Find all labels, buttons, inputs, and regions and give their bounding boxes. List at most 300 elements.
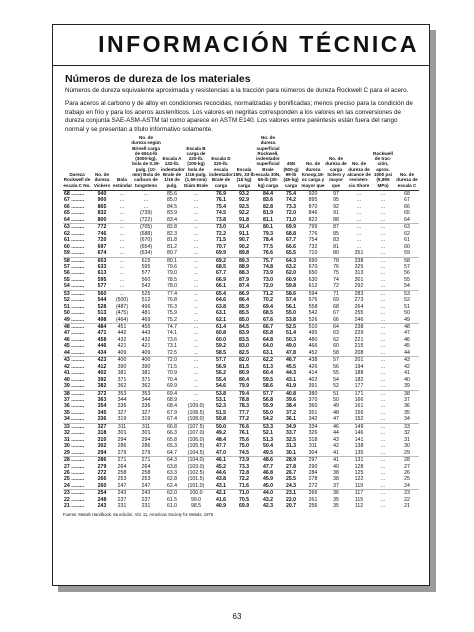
table-cell: 40 <box>404 376 410 383</box>
table-cell: 43 <box>404 357 410 364</box>
table-cell: 409 <box>131 350 161 357</box>
table-cell: 72 <box>325 283 347 290</box>
table-cell: 31 <box>404 436 410 443</box>
table-cell: 49 ......... <box>63 317 91 324</box>
table-cell: 400 <box>117 357 127 364</box>
table-cell: ... <box>193 230 199 237</box>
table-cell: 237 <box>117 496 127 503</box>
table-cell: 80.1 <box>166 257 178 264</box>
table-cell: 69.9 <box>238 503 250 510</box>
table-cell: 82.5 <box>233 350 255 357</box>
table-cell: 149 <box>354 423 364 430</box>
table-row <box>63 324 419 331</box>
table-cell: 452 <box>301 350 325 357</box>
intro-paragraph: Números de dureza equivalente aproximada y resistencias a la tracción para números de dureza Rockwell C para el acero. <box>65 87 409 94</box>
table-cell: 271 <box>141 457 151 464</box>
page-number: 63 <box>232 612 242 621</box>
table-cell: 188 <box>354 370 364 377</box>
table-cell: ... <box>371 217 395 224</box>
table-cell: 381 <box>117 370 127 377</box>
table-cell: 52.3 <box>215 403 227 410</box>
table-cell: 27 ......... <box>64 463 85 470</box>
table-cell: 75 <box>333 270 339 277</box>
table-cell: ... <box>356 210 362 217</box>
table-cell: 62.4 <box>161 483 183 490</box>
table-row <box>63 290 419 297</box>
table-cell: 74.5 <box>233 450 255 457</box>
table-cell: 64.3 <box>285 257 297 264</box>
table-row <box>63 483 419 490</box>
table-cell: 558 <box>308 303 318 310</box>
table-cell: 84.5 <box>238 324 250 331</box>
column-header: Bola estándar <box>113 135 131 190</box>
table-cell: 57 <box>404 263 410 270</box>
table-cell: 319 <box>113 416 131 423</box>
table-cell: 62.0 <box>285 270 297 277</box>
table-row <box>63 503 419 509</box>
table-cell: 45.2 <box>215 463 227 470</box>
table-cell: 92 <box>333 203 339 210</box>
table-cell: 146 <box>354 430 364 437</box>
table-cell: (464) <box>113 317 131 324</box>
table-cell: 67.7 <box>285 237 297 244</box>
table-cell: 61.3 <box>262 363 274 370</box>
table-row <box>63 457 419 464</box>
table-cell: 79.9 <box>233 383 255 390</box>
table-cell: 72.2 <box>215 230 227 237</box>
table-cell: 63.1 <box>255 350 281 357</box>
table-cell: 70.7 <box>215 243 227 250</box>
table-cell: 49.0 <box>285 343 297 350</box>
table-cell: (108.0) <box>183 416 209 423</box>
table-cell: ... <box>347 217 371 224</box>
notes-paragraph: Para aceros al carbono y de alloy en condiciones recocidas, normalizadas y bonificadas; menos preciso para la condición de trabajo en frío y para los aceros austeníticos. Los valores en negritas corresponden a los valores en las conversiones de dureza conjunta SAE-ASM-ASTM tal como aparece en ASTM E140. Los valores entre paréntesis están fuera del rango normal y se presentan a título informativo solamente. <box>65 100 413 133</box>
table-cell: 77.2 <box>233 416 255 423</box>
table-cell: 65 <box>404 210 410 217</box>
table-cell: 78.3 <box>238 403 250 410</box>
table-cell: 23.1 <box>285 490 297 497</box>
column-header: No. de dureza según Brinell carga de 6614-lb (3000-kg), bola de 0.39-pulg. (10-mm) Bola de carburo de tungsteno <box>131 135 161 190</box>
table-cell: 76.1 <box>215 197 227 204</box>
table-cell: 24 ......... <box>63 483 91 490</box>
table-cell: 301 <box>141 430 151 437</box>
table-cell: 67 ......... <box>64 197 85 204</box>
table-cell: ... <box>380 403 386 410</box>
table-cell: 80.7 <box>161 250 183 257</box>
table-cell: 39 ......... <box>63 383 91 390</box>
table-cell: 70.2 <box>262 297 274 304</box>
table-cell: ... <box>113 250 131 257</box>
table-cell: 40.9 <box>215 503 227 510</box>
table-cell: 469 <box>131 317 161 324</box>
table-cell: 38 <box>333 476 339 483</box>
table-cell: ... <box>380 343 386 350</box>
table-cell: 336 <box>117 403 127 410</box>
table-cell: 51.4 <box>285 330 297 337</box>
hardness-table <box>63 135 419 510</box>
table-cell: 344 <box>141 397 151 404</box>
table-cell: ... <box>119 197 125 204</box>
table-cell: 75.4 <box>215 203 227 210</box>
table-cell: 81.1 <box>255 217 281 224</box>
table-cell: 800 <box>91 217 113 224</box>
table-cell: 526 <box>301 317 325 324</box>
table-cell: 382 <box>91 383 113 390</box>
table-cell: 50.3 <box>285 336 297 343</box>
table-cell: 69.4 <box>166 390 178 397</box>
table-cell: ... <box>380 290 386 297</box>
table-cell: 327 <box>117 409 127 416</box>
table-cell: 59.5 <box>262 376 274 383</box>
table-cell: 74.8 <box>262 263 274 270</box>
table-cell: 62 <box>333 336 339 343</box>
table-cell: 53.8 <box>215 390 227 397</box>
table-cell: ... <box>380 463 386 470</box>
table-cell: 28.9 <box>285 457 297 464</box>
table-cell: 615 <box>141 257 151 264</box>
table-cell: 74.1 <box>166 330 178 337</box>
table-cell: ... <box>380 409 386 416</box>
table-cell: 43 ......... <box>64 357 85 364</box>
table-cell: ... <box>380 476 386 483</box>
table-cell: 68.9 <box>166 397 178 404</box>
column-header: No. de dureza de escala C <box>395 135 419 190</box>
column-header: Escala B carga de 220-lb. (100-kg) bola de 1/16-pulg. (1,59-mm) Diám Brale <box>183 135 209 190</box>
table-cell: 78.5 <box>166 276 178 283</box>
table-cell: ... <box>143 190 149 197</box>
table-cell: 544 <box>97 297 107 304</box>
table-cell: 128 <box>354 463 364 470</box>
table-cell: 272 <box>97 470 107 476</box>
table-cell: 131 <box>354 457 364 464</box>
table-cell: 327 <box>97 423 107 430</box>
table-cell: (106.0) <box>187 436 205 443</box>
table-cell: 85.6 <box>166 190 178 197</box>
table-cell: 51.3 <box>262 436 274 443</box>
table-cell: 60.9 <box>285 276 297 283</box>
table-cell: 52.5 <box>285 324 297 331</box>
table-cell: 46 ......... <box>64 336 85 343</box>
table-cell: ... <box>193 243 199 250</box>
table-cell: 22 ......... <box>64 496 85 503</box>
table-cell: 66.8 <box>166 423 178 430</box>
table-cell: 370 <box>308 397 318 404</box>
table-cell: 442 <box>117 330 127 337</box>
table-cell: 82.3 <box>166 230 178 237</box>
table-cell: 30.1 <box>281 450 301 457</box>
table-cell: 79.3 <box>262 230 274 237</box>
table-cell: 26 <box>404 470 410 476</box>
table-cell: 54.2 <box>255 416 281 423</box>
table-cell: 35 <box>333 503 339 510</box>
column-header: Escala 15N, 33-lb (15 kg) carga <box>233 135 255 190</box>
table-cell: 261 <box>308 496 318 503</box>
table-cell: ... <box>371 350 395 357</box>
table-cell: 21 <box>404 503 410 510</box>
table-cell: ... <box>119 276 125 283</box>
table-cell: 85 <box>333 230 339 237</box>
table-cell: 45.5 <box>285 363 297 370</box>
table-cell: 334 <box>308 423 318 430</box>
table-cell: 409 <box>113 350 131 357</box>
table-cell: 495 <box>308 330 318 337</box>
table-cell: 446 <box>97 343 107 350</box>
table-cell: 360 <box>308 403 318 410</box>
table-cell: 73.6 <box>166 336 178 343</box>
table-cell: ... <box>380 210 386 217</box>
table-cell: 50.0 <box>215 423 227 430</box>
table-cell: 77.5 <box>262 243 274 250</box>
table-cell: 865 <box>97 203 107 210</box>
table-cell: 50 <box>333 397 339 404</box>
table-cell: 772 <box>97 224 107 231</box>
table-cell: ... <box>380 376 386 383</box>
table-cell: 98.5 <box>190 503 202 510</box>
column-header: 45N (500-g) 99-lb (45-kg) carga <box>281 135 301 190</box>
table-cell: 45 <box>404 343 410 350</box>
table-cell: ... <box>371 416 395 423</box>
table-cell: 59 ......... <box>63 250 91 257</box>
table-cell: 42 ......... <box>64 363 85 370</box>
table-cell: 55 <box>333 370 339 377</box>
table-cell: 76.1 <box>238 430 250 437</box>
table-cell: 122 <box>354 476 364 483</box>
table-cell: 55 <box>404 276 410 283</box>
table-cell: 78 <box>333 257 339 264</box>
table-cell: ... <box>193 343 199 350</box>
table-cell: ... <box>356 190 362 197</box>
table-cell: 58 <box>404 257 410 264</box>
table-cell: 30 <box>404 443 410 450</box>
table-cell: 68.8 <box>285 230 297 237</box>
table-cell: 70.4 <box>166 376 178 383</box>
table-cell: 88 <box>325 217 347 224</box>
table-cell: 59.2 <box>215 343 227 350</box>
section-title: Números de dureza de los materiales <box>65 73 251 85</box>
table-cell: 653 <box>97 257 107 264</box>
table-cell: 243 <box>141 490 151 497</box>
table-cell: 38 ......... <box>64 390 85 397</box>
table-cell: 327 <box>141 409 151 416</box>
table-cell: 595 <box>141 263 151 270</box>
table-cell: 79.6 <box>166 263 178 270</box>
table-cell: 258 <box>141 470 151 476</box>
table-cell: 362 <box>131 383 161 390</box>
table-cell: 40 <box>333 463 339 470</box>
table-cell: 91.8 <box>233 217 255 224</box>
table-cell: 215 <box>354 343 364 350</box>
table-cell: 353 <box>141 390 151 397</box>
table-cell: 56.8 <box>262 397 274 404</box>
table-cell: 451 <box>117 324 127 331</box>
table-cell: 47 <box>404 330 410 337</box>
table-cell: 81.9 <box>262 210 274 217</box>
table-row <box>63 490 419 497</box>
table-row <box>63 224 419 231</box>
table-cell: 292 <box>347 283 371 290</box>
table-cell: 78.4 <box>262 237 274 244</box>
table-cell: 60 ......... <box>64 243 85 250</box>
table-cell: 48.4 <box>215 436 227 443</box>
table-cell: 53 ......... <box>64 290 85 297</box>
table-cell: 73.0 <box>215 224 227 231</box>
table-cell: 64.7 <box>161 450 183 457</box>
table-cell: 846 <box>308 210 318 217</box>
table-cell: 279 <box>131 450 161 457</box>
table-cell: 26 ......... <box>64 470 85 476</box>
table-cell: 336 <box>141 403 151 410</box>
table-cell: 71.6 <box>233 483 255 490</box>
table-cell: 33.7 <box>285 430 297 437</box>
table-cell: 97 <box>333 190 339 197</box>
table-cell: ... <box>193 290 199 297</box>
table-cell: 64.6 <box>215 297 227 304</box>
table-cell: 438 <box>308 357 318 364</box>
table-cell: 62.2 <box>262 357 274 364</box>
table-cell: 246 <box>347 317 371 324</box>
table-cell: 32 <box>404 430 410 437</box>
table-cell: 266 <box>308 490 318 497</box>
table-cell: 61.0 <box>166 503 178 510</box>
table-cell: 71.2 <box>262 290 274 297</box>
table-cell: 400 <box>141 357 151 364</box>
table-cell: ... <box>183 317 209 324</box>
table-cell: ... <box>356 237 362 244</box>
table-cell: 43.1 <box>285 376 297 383</box>
table-cell: ... <box>193 203 199 210</box>
table-cell: 41 <box>325 450 347 457</box>
table-cell: 613 <box>97 270 107 277</box>
table-cell: 82.0 <box>238 357 250 364</box>
table-cell: 194 <box>354 363 364 370</box>
table-cell: 301 <box>117 430 127 437</box>
table-cell: 45.0 <box>255 483 281 490</box>
table-cell: 26.7 <box>285 470 297 476</box>
table-cell: 62 ......... <box>64 230 85 237</box>
table-cell: 426 <box>308 363 318 370</box>
table-cell: 45.9 <box>262 476 274 483</box>
table-cell: 71.0 <box>238 490 250 497</box>
table-cell: 68.4 <box>166 403 178 410</box>
table-cell: 481 <box>141 310 151 317</box>
table-cell: 284 <box>308 470 318 476</box>
table-cell: 56 ......... <box>64 270 85 277</box>
table-cell: 47.7 <box>262 463 274 470</box>
table-cell: ... <box>380 490 386 497</box>
table-cell: 68 ......... <box>64 190 85 197</box>
source-note: Fuente: Metals Handbook. 8a edición, Vol. 11, American Society for Metals, 1976 <box>63 511 214 517</box>
table-cell: 83.9 <box>166 210 178 217</box>
table-cell: (101.5) <box>187 476 205 483</box>
table-cell: 595 <box>97 276 107 283</box>
table-cell: 231 <box>141 503 151 510</box>
table-cell: 46.7 <box>285 357 297 364</box>
table-cell: 256 <box>308 503 318 510</box>
table-cell: 402 <box>97 370 107 377</box>
table-cell: 25 <box>404 476 410 483</box>
table-cell: 54.6 <box>209 383 233 390</box>
table-cell: 336 <box>91 416 113 423</box>
table-cell: 50.4 <box>262 443 274 450</box>
table-cell: 46.1 <box>215 457 227 464</box>
table-cell: ... <box>371 450 395 457</box>
table-cell: ... <box>380 357 386 364</box>
table-cell: 304 <box>301 450 325 457</box>
table-cell: ... <box>356 243 362 250</box>
table-cell: 286 <box>117 443 127 450</box>
table-cell: ... <box>119 230 125 237</box>
table-cell: 311 <box>117 423 127 430</box>
table-cell: 258 <box>117 470 127 476</box>
table-cell: 69.9 <box>209 250 233 257</box>
table-cell: 68.5 <box>262 310 274 317</box>
table-cell: 125 <box>354 470 364 476</box>
table-cell: (104.0) <box>187 457 205 464</box>
table-cell: 68.5 <box>215 263 227 270</box>
table-cell: 37 <box>404 397 410 404</box>
table-cell: 283 <box>354 290 364 297</box>
table-cell: 311 <box>308 443 318 450</box>
table-cell: 34.9 <box>285 423 297 430</box>
table-cell: 630 <box>308 276 318 283</box>
table-cell: 66.3 <box>166 430 178 437</box>
table-cell: (722) <box>131 217 161 224</box>
table-cell: 67.9 <box>166 409 178 416</box>
table-cell: 412 <box>97 363 107 370</box>
table-cell: 81.2 <box>166 243 178 250</box>
table-cell: 421 <box>117 343 127 350</box>
table-cell: 63.3 <box>166 470 178 476</box>
table-cell: 141 <box>354 436 364 443</box>
table-row <box>63 416 419 423</box>
table-cell: 83.6 <box>262 197 274 204</box>
table-cell: 402 <box>308 376 318 383</box>
table-cell: (109.0) <box>187 403 205 410</box>
table-cell: 455 <box>141 324 151 331</box>
table-cell: 86.9 <box>238 290 250 297</box>
table-cell: 344 <box>117 397 127 404</box>
table-row <box>63 190 419 197</box>
table-cell: 301 <box>354 276 364 283</box>
table-cell: 80 <box>325 250 347 257</box>
table-cell: 44 ......... <box>63 350 91 357</box>
table-cell: 363 <box>97 397 107 404</box>
table-cell: 92.2 <box>238 210 250 217</box>
table-cell: ... <box>143 203 149 210</box>
table-cell: (634) <box>131 250 161 257</box>
table-cell: 63 ......... <box>64 224 85 231</box>
table-cell: 81.5 <box>238 363 250 370</box>
table-cell: ... <box>193 303 199 310</box>
table-row <box>63 357 419 364</box>
column-header: No. de dureza de carga Sclero y mayor que <box>325 135 347 190</box>
table-cell: 51.5 <box>215 409 227 416</box>
table-cell: 311 <box>141 423 151 430</box>
table-cell: 71.0 <box>281 217 301 224</box>
table-cell: ... <box>356 230 362 237</box>
table-cell: 64.3 <box>166 457 178 464</box>
table-cell: 37 ......... <box>64 397 85 404</box>
table-cell: 80.9 <box>238 370 250 377</box>
table-cell: 71 <box>333 290 339 297</box>
table-cell: 76.6 <box>255 250 281 257</box>
table-cell: 271 <box>117 457 127 464</box>
table-cell: 272 <box>301 483 325 490</box>
table-cell: ... <box>119 224 125 231</box>
table-cell: 32.5 <box>285 436 297 443</box>
table-cell: 83.0 <box>238 343 250 350</box>
table-cell: 65.8 <box>262 330 274 337</box>
